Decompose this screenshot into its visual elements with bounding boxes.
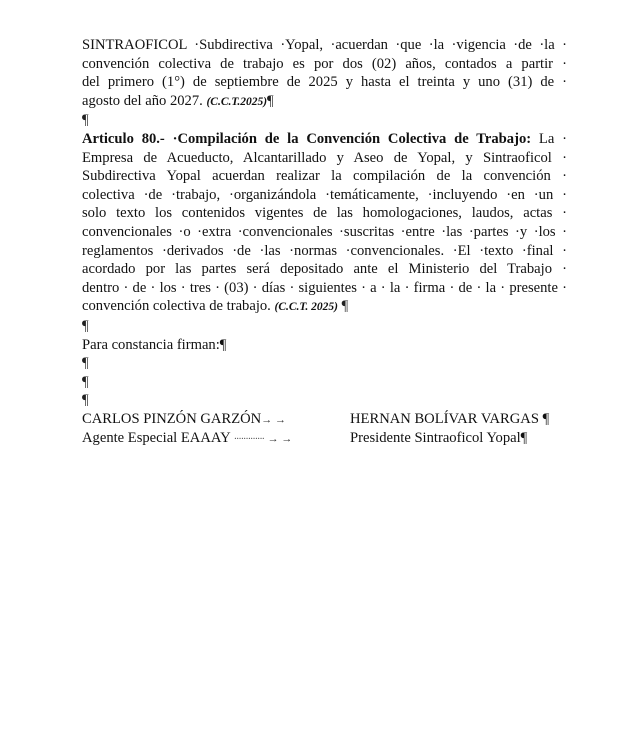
tab-arrow-icon: → → xyxy=(261,413,286,426)
text-line: reglamentos ·derivados ·de ·las ·normas ·convencionales. ·El ·texto ·final · xyxy=(82,242,567,259)
signatory-left-name-cell xyxy=(82,410,350,430)
pilcrow-mark: ¶ xyxy=(82,392,89,409)
document-page[interactable] xyxy=(82,36,567,450)
text-line-last xyxy=(82,92,567,112)
pilcrow-mark: ¶ xyxy=(82,373,89,390)
signatory-right-name: HERNAN BOLÍVAR VARGAS ¶ xyxy=(350,410,550,427)
text: La · xyxy=(531,130,567,147)
text-line: Empresa de Acueducto, Alcantarillado y Aseo de Yopal, y Sintraoficol · xyxy=(82,149,567,166)
text-line: del primero (1°) de septiembre de 2025 y hasta el treinta y uno (31) de · xyxy=(82,74,567,91)
empty-paragraph[interactable] xyxy=(82,111,567,130)
pilcrow-mark: ¶ xyxy=(82,355,89,372)
signatory-right-title: Presidente Sintraoficol Yopal¶ xyxy=(350,430,528,447)
text-line: dentro · de · los · tres · (03) · días · siguientes · a · la · firma · de · la · presente · xyxy=(82,279,567,296)
paragraph-article-80[interactable] xyxy=(82,130,567,317)
signatory-left-title-cell xyxy=(82,429,350,450)
signature-titles-row[interactable] xyxy=(82,429,567,450)
tab-arrow-icon: → → xyxy=(267,433,293,446)
text-line: acordado por las partes será depositado ante el Ministerio del Trabajo · xyxy=(82,261,567,278)
pilcrow-mark: ¶ xyxy=(82,112,89,129)
empty-paragraph[interactable] xyxy=(82,317,567,336)
text-line: Subdirectiva Yopal acuerdan realizar la compilación de la convención · xyxy=(82,168,567,185)
citation: (C.C.T. 2025) xyxy=(274,301,338,314)
tab-leader-dots: ············· xyxy=(233,434,265,446)
signature-names-row[interactable] xyxy=(82,410,567,430)
text: convención colectiva de trabajo. xyxy=(82,298,275,315)
citation: (C.C.T.2025) xyxy=(206,95,268,108)
text-line xyxy=(82,130,567,149)
empty-paragraph[interactable] xyxy=(82,354,567,373)
text: Para constancia firman:¶ xyxy=(82,336,227,353)
paragraph-vigencia[interactable] xyxy=(82,36,567,111)
article-heading: Articulo 80.- ·Compilación de la Convención Colectiva de Trabajo: xyxy=(82,130,532,147)
text-line: colectiva ·de ·trabajo, ·organizándola ·temáticamente, ·incluyendo ·en ·un · xyxy=(82,186,567,203)
text-line-last xyxy=(82,297,567,317)
pilcrow-mark: ¶ xyxy=(337,298,349,315)
signatory-left-title: Agente Especial EAAAY xyxy=(82,430,234,447)
empty-paragraph[interactable] xyxy=(82,391,567,410)
pilcrow-mark: ¶ xyxy=(267,92,274,109)
sign-intro[interactable] xyxy=(82,336,567,355)
signatory-left-name: CARLOS PINZÓN GARZÓN xyxy=(82,410,262,427)
empty-paragraph[interactable] xyxy=(82,373,567,392)
pilcrow-mark: ¶ xyxy=(82,317,89,334)
text: agosto del año 2027. xyxy=(82,92,207,109)
text-line: SINTRAOFICOL ·Subdirectiva ·Yopal, ·acuerdan ·que ·la ·vigencia ·de ·la · xyxy=(82,37,567,53)
text-line: convencionales ·o ·extra ·convencionales ·suscritas ·entre ·las ·partes ·y ·los · xyxy=(82,223,567,240)
text-line: convención colectiva de trabajo es por dos (02) años, contados a partir · xyxy=(82,55,567,72)
text-line: solo texto los contenidos vigentes de las homologaciones, laudos, actas · xyxy=(82,205,567,222)
